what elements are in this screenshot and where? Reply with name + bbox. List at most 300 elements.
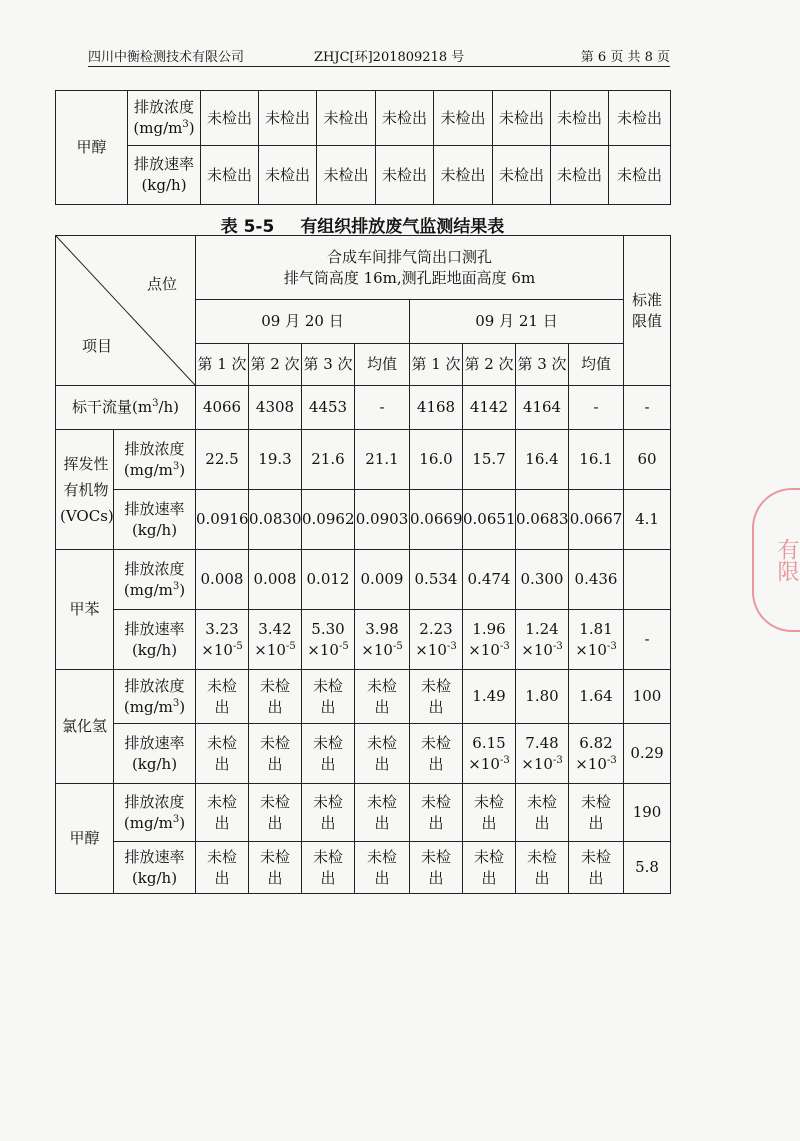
methanol-rate-row <box>56 842 671 894</box>
value-cell <box>410 724 463 784</box>
value-text: 4164 <box>522 398 562 416</box>
voc-conc-item-cell <box>114 430 196 490</box>
flow-unit-superscript: 3 <box>152 398 159 409</box>
value-cell <box>516 670 569 724</box>
exponent-base: ×10 <box>521 754 553 773</box>
value-text: 未检出 <box>381 165 427 184</box>
value-text: 未检出 <box>580 847 611 887</box>
limit-value: 0.29 <box>630 744 664 762</box>
value-cell <box>355 784 410 842</box>
value-text: 未检出 <box>616 165 662 184</box>
hcl-name: 氯化氢 <box>61 717 107 735</box>
value-text: 16.1 <box>579 450 613 468</box>
value-text: 未检出 <box>473 792 504 832</box>
value-text: 未检出 <box>259 676 290 716</box>
value-text: 4168 <box>416 398 456 416</box>
value-cell <box>302 784 355 842</box>
value-cell <box>249 430 302 490</box>
value-cell <box>463 724 516 784</box>
flow-label: 标干流量 <box>71 398 132 416</box>
hcl-rate-item-label: 排放速率 <box>124 733 185 752</box>
value-exponent <box>516 640 568 661</box>
value-cell <box>516 386 569 430</box>
toluene-conc-unit-superscript: 3 <box>172 580 180 592</box>
value-text: 未检出 <box>259 733 290 773</box>
value-text: 未检出 <box>420 733 451 773</box>
value-mantissa: 6.15 <box>472 733 506 752</box>
value-text: 4308 <box>255 398 295 416</box>
value-cell <box>355 724 410 784</box>
value-cell <box>434 91 493 146</box>
value-text: 未检出 <box>616 108 662 127</box>
run-header-cell <box>569 344 624 386</box>
value-text: 0.0683 <box>516 510 569 528</box>
value-text: 未检出 <box>381 108 427 127</box>
value-mantissa: 3.23 <box>205 619 239 638</box>
value-text: 未检出 <box>420 847 451 887</box>
value-cell <box>249 610 302 670</box>
value-cell <box>249 386 302 430</box>
value-cell <box>410 386 463 430</box>
value-mantissa: 2.23 <box>419 619 453 638</box>
value-text: 0.534 <box>414 570 458 588</box>
value-cell <box>569 430 624 490</box>
value-cell <box>302 670 355 724</box>
value-exponent <box>569 754 623 775</box>
methanol-rate-unit-label: (kg/h) <box>131 868 178 887</box>
emission-results-table <box>55 235 671 894</box>
value-cell <box>463 842 516 894</box>
value-cell <box>201 91 259 146</box>
prev-row-item-label: 排放浓度 <box>133 98 194 116</box>
value-text: - <box>379 398 385 416</box>
value-cell <box>609 91 671 146</box>
value-exponent <box>516 754 568 775</box>
value-cell <box>569 784 624 842</box>
limit-value: - <box>644 630 650 648</box>
value-mantissa: 6.82 <box>579 733 613 752</box>
value-cell <box>196 724 249 784</box>
exponent-base: ×10 <box>307 640 339 659</box>
value-cell <box>249 550 302 610</box>
report-number: ZHJC[环]201809218 号 <box>314 50 465 65</box>
exponent-power: -3 <box>499 640 510 652</box>
voc-rate-unit-label: (kg/h) <box>131 520 178 539</box>
limit-header-cell <box>624 236 671 386</box>
value-cell <box>410 842 463 894</box>
value-text: 未检出 <box>206 733 237 773</box>
exponent-power: -5 <box>232 640 243 652</box>
limit-value: 5.8 <box>635 858 659 876</box>
hcl-conc-unit-label: $(mg/m^3)$ <box>123 697 186 716</box>
value-text: 未检出 <box>526 847 557 887</box>
exponent-base: ×10 <box>575 640 607 659</box>
voc-rate-item-label: 排放速率 <box>124 499 185 518</box>
exponent-base: ×10 <box>468 754 500 773</box>
value-text: 1.49 <box>472 687 506 705</box>
limit-cell <box>624 670 671 724</box>
value-text: 未检出 <box>440 165 486 184</box>
table-caption: 有组织排放废气监测结果表 <box>300 217 505 237</box>
exponent-power: -3 <box>606 754 617 766</box>
value-cell <box>302 490 355 550</box>
value-cell <box>196 784 249 842</box>
exponent-power: -3 <box>552 640 563 652</box>
value-text: 0.0651 <box>463 510 516 528</box>
flow-row <box>56 386 671 430</box>
exponent-power: -5 <box>338 640 349 652</box>
value-cell <box>569 550 624 610</box>
voc-conc-unit-label: $(mg/m^3)$ <box>123 460 186 479</box>
methanol-conc-item-cell <box>114 784 196 842</box>
value-mantissa: 3.42 <box>258 619 292 638</box>
value-text: 未检出 <box>323 165 369 184</box>
prev-row-unit-superscript: 3 <box>182 119 189 130</box>
exponent-base: ×10 <box>254 640 286 659</box>
value-text: 21.6 <box>311 450 345 468</box>
exponent-base: ×10 <box>575 754 607 773</box>
value-cell <box>376 146 434 205</box>
value-text: 未检出 <box>366 792 397 832</box>
prev-row-item-cell <box>128 146 201 205</box>
value-exponent <box>463 754 515 775</box>
value-cell <box>355 610 410 670</box>
value-cell <box>249 842 302 894</box>
value-cell <box>551 91 609 146</box>
value-cell <box>196 386 249 430</box>
value-mantissa: 5.30 <box>311 619 345 638</box>
diagonal-header-cell <box>56 236 196 386</box>
site-cell <box>196 236 624 300</box>
run-header: 第 1 次 <box>411 355 461 373</box>
toluene-rate-unit-label: (kg/h) <box>131 640 178 659</box>
value-exponent <box>302 640 354 661</box>
date-label: 09 月 20 日 <box>261 312 344 330</box>
run-header-cell <box>196 344 249 386</box>
exponent-power: -3 <box>499 754 510 766</box>
value-cell <box>355 550 410 610</box>
value-cell <box>196 490 249 550</box>
value-cell <box>569 724 624 784</box>
value-cell <box>410 430 463 490</box>
flow-unit: $(m^3/h)$ <box>131 398 180 416</box>
exponent-power: -3 <box>606 640 617 652</box>
value-cell <box>302 430 355 490</box>
exponent-base: ×10 <box>361 640 393 659</box>
limit-header: 标准限值 <box>632 290 663 330</box>
value-text: 0.0916 <box>196 510 249 528</box>
value-cell <box>569 670 624 724</box>
value-cell <box>516 724 569 784</box>
hcl-rate-item-cell <box>114 724 196 784</box>
pollutant-name: 甲醇 <box>76 138 107 156</box>
date-cell <box>196 300 410 344</box>
hcl-rate-row <box>56 724 671 784</box>
limit-cell <box>624 724 671 784</box>
voc-name: 挥发性有机物(VOCs) <box>60 454 114 525</box>
limit-cell <box>624 490 671 550</box>
voc-rate-item-cell <box>114 490 196 550</box>
date-cell <box>410 300 624 344</box>
value-exponent <box>463 640 515 661</box>
value-text: 0.0962 <box>302 510 355 528</box>
methanol-rate-item-label: 排放速率 <box>124 847 185 866</box>
pollutant-cell <box>56 91 128 205</box>
run-header: 第 3 次 <box>303 355 353 373</box>
exponent-power: -3 <box>552 754 563 766</box>
methanol-conc-row <box>56 784 671 842</box>
value-cell <box>551 146 609 205</box>
value-cell <box>302 610 355 670</box>
value-cell <box>569 386 624 430</box>
value-cell <box>569 842 624 894</box>
value-text: 未检出 <box>264 165 310 184</box>
hcl-conc-row <box>56 670 671 724</box>
value-text: 19.3 <box>258 450 292 468</box>
value-text: 1.64 <box>579 687 613 705</box>
exponent-base: ×10 <box>415 640 447 659</box>
prev-row-unit-label: (kg/h) <box>141 176 187 194</box>
date-label: 09 月 21 日 <box>475 312 558 330</box>
value-cell <box>434 146 493 205</box>
value-text: 未检出 <box>312 676 343 716</box>
value-cell <box>317 146 376 205</box>
value-cell <box>302 386 355 430</box>
value-cell <box>355 670 410 724</box>
value-cell <box>609 146 671 205</box>
value-text: 未检出 <box>366 676 397 716</box>
value-cell <box>355 490 410 550</box>
value-text: 0.436 <box>574 570 618 588</box>
toluene-rate-item-cell <box>114 610 196 670</box>
limit-value: 60 <box>637 450 657 468</box>
value-text: 4142 <box>469 398 509 416</box>
exponent-base: ×10 <box>468 640 500 659</box>
value-exponent <box>410 640 462 661</box>
value-mantissa: 1.96 <box>472 619 506 638</box>
value-cell <box>249 490 302 550</box>
value-cell <box>196 430 249 490</box>
value-cell <box>196 670 249 724</box>
value-cell <box>302 842 355 894</box>
value-text: 4453 <box>308 398 348 416</box>
value-text: 未检出 <box>498 165 544 184</box>
value-cell <box>516 784 569 842</box>
value-text: 未检出 <box>264 108 310 127</box>
voc-rate-row <box>56 490 671 550</box>
prev-row-unit-label: $(mg/m^3)$ <box>133 119 195 137</box>
value-cell <box>410 784 463 842</box>
diagonal-line <box>56 236 195 385</box>
value-text: 0.0669 <box>410 510 463 528</box>
voc-name-cell <box>56 430 114 550</box>
value-cell <box>196 550 249 610</box>
table-row <box>56 91 671 146</box>
hcl-conc-unit-superscript: 3 <box>172 697 180 709</box>
methanol-conc-unit-superscript: 3 <box>172 813 180 825</box>
methanol-conc-item-label: 排放浓度 <box>124 792 185 811</box>
value-text: 0.0903 <box>355 510 409 528</box>
value-text: 4066 <box>202 398 242 416</box>
value-cell <box>196 610 249 670</box>
value-cell <box>516 610 569 670</box>
run-header-cell <box>355 344 410 386</box>
value-text: 未检出 <box>498 108 544 127</box>
run-header-cell <box>249 344 302 386</box>
value-cell <box>410 670 463 724</box>
value-text: - <box>593 398 599 416</box>
exponent-power: -5 <box>392 640 403 652</box>
value-exponent <box>355 640 409 661</box>
previous-table-continuation <box>55 90 671 205</box>
value-text: 未检出 <box>206 792 237 832</box>
header-row <box>56 236 671 300</box>
value-cell <box>355 430 410 490</box>
value-text: 未检出 <box>473 847 504 887</box>
value-mantissa: 1.24 <box>525 619 559 638</box>
run-header-cell <box>410 344 463 386</box>
page-number: 第 6 页 共 8 页 <box>580 50 670 65</box>
limit-value: 190 <box>632 803 662 821</box>
run-header: 第 2 次 <box>250 355 300 373</box>
value-text: 0.0667 <box>569 510 623 528</box>
value-cell <box>410 490 463 550</box>
value-cell <box>259 146 317 205</box>
limit-value: 4.1 <box>635 510 659 528</box>
value-cell <box>317 91 376 146</box>
value-text: 未检出 <box>312 847 343 887</box>
value-cell <box>463 784 516 842</box>
methanol-rate-item-cell <box>114 842 196 894</box>
run-header: 第 3 次 <box>517 355 567 373</box>
exponent-power: -3 <box>446 640 457 652</box>
value-cell <box>463 490 516 550</box>
value-exponent <box>196 640 248 661</box>
table-row <box>56 146 671 205</box>
value-cell <box>569 610 624 670</box>
value-cell <box>201 146 259 205</box>
toluene-name: 甲苯 <box>69 600 100 618</box>
value-text: 1.80 <box>525 687 559 705</box>
value-text: 0.009 <box>360 570 404 588</box>
site-stack-info: 排气筒高度 16m,测孔距地面高度 6m <box>283 268 536 287</box>
table-number: 表 5-5 <box>220 217 275 237</box>
toluene-name-cell <box>56 550 114 670</box>
value-cell <box>569 490 624 550</box>
limit-cell <box>624 430 671 490</box>
value-text: 16.4 <box>525 450 559 468</box>
limit-cell <box>624 550 671 610</box>
value-cell <box>249 784 302 842</box>
value-cell <box>493 146 551 205</box>
prev-row-item-label: 排放速率 <box>133 155 194 173</box>
page-header <box>88 44 670 64</box>
value-text: 未检出 <box>206 165 252 184</box>
limit-cell <box>624 610 671 670</box>
value-text: 未检出 <box>580 792 611 832</box>
value-cell <box>249 670 302 724</box>
toluene-rate-row <box>56 610 671 670</box>
value-text: 未检出 <box>206 676 237 716</box>
value-text: 0.008 <box>253 570 297 588</box>
toluene-rate-item-label: 排放速率 <box>124 619 185 638</box>
value-cell <box>463 610 516 670</box>
run-header: 均值 <box>366 355 397 373</box>
value-text: 未检出 <box>420 792 451 832</box>
limit-cell <box>624 386 671 430</box>
run-header: 第 1 次 <box>197 355 247 373</box>
value-cell <box>376 91 434 146</box>
value-text: 未检出 <box>312 733 343 773</box>
methanol-conc-unit-label: $(mg/m^3)$ <box>123 813 186 832</box>
value-text: 未检出 <box>366 847 397 887</box>
run-header-cell <box>302 344 355 386</box>
toluene-conc-item-cell <box>114 550 196 610</box>
header-divider <box>88 66 670 67</box>
limit-cell <box>624 784 671 842</box>
value-text: 0.012 <box>306 570 350 588</box>
limit-value: - <box>644 398 650 416</box>
value-text: 0.0830 <box>249 510 302 528</box>
value-mantissa: 1.81 <box>579 619 613 638</box>
value-text: 15.7 <box>472 450 506 468</box>
site-name: 合成车间排气筒出口测孔 <box>327 247 493 266</box>
value-text: 未检出 <box>206 847 237 887</box>
value-text: 未检出 <box>420 676 451 716</box>
value-text: 22.5 <box>205 450 239 468</box>
prev-row-item-cell <box>128 91 201 146</box>
toluene-conc-unit-label: $(mg/m^3)$ <box>123 580 186 599</box>
value-cell <box>196 842 249 894</box>
value-text: 未检出 <box>259 792 290 832</box>
hcl-rate-unit-label: (kg/h) <box>131 754 178 773</box>
exponent-base: ×10 <box>201 640 233 659</box>
exponent-base: ×10 <box>521 640 553 659</box>
value-text: 未检出 <box>259 847 290 887</box>
value-cell <box>410 550 463 610</box>
run-header-cell <box>516 344 569 386</box>
value-text: 0.474 <box>467 570 511 588</box>
value-mantissa: 7.48 <box>525 733 559 752</box>
value-text: 0.300 <box>520 570 564 588</box>
value-cell <box>355 386 410 430</box>
toluene-conc-row <box>56 550 671 610</box>
value-text: 未检出 <box>556 108 602 127</box>
hcl-conc-item-label: 排放浓度 <box>124 676 185 695</box>
methanol-name-cell <box>56 784 114 894</box>
value-text: 16.0 <box>419 450 453 468</box>
limit-cell <box>624 842 671 894</box>
flow-label-cell <box>56 386 196 430</box>
value-cell <box>493 91 551 146</box>
toluene-conc-item-label: 排放浓度 <box>124 559 185 578</box>
value-cell <box>463 670 516 724</box>
value-cell <box>463 550 516 610</box>
exponent-power: -5 <box>285 640 296 652</box>
value-text: 未检出 <box>526 792 557 832</box>
value-text: 未检出 <box>206 108 252 127</box>
value-exponent <box>249 640 301 661</box>
value-cell <box>516 430 569 490</box>
value-text: 未检出 <box>440 108 486 127</box>
run-header: 第 2 次 <box>464 355 514 373</box>
value-cell <box>516 842 569 894</box>
value-cell <box>259 91 317 146</box>
value-cell <box>249 724 302 784</box>
run-header: 均值 <box>581 355 612 373</box>
value-cell <box>463 386 516 430</box>
hcl-name-cell <box>56 670 114 784</box>
